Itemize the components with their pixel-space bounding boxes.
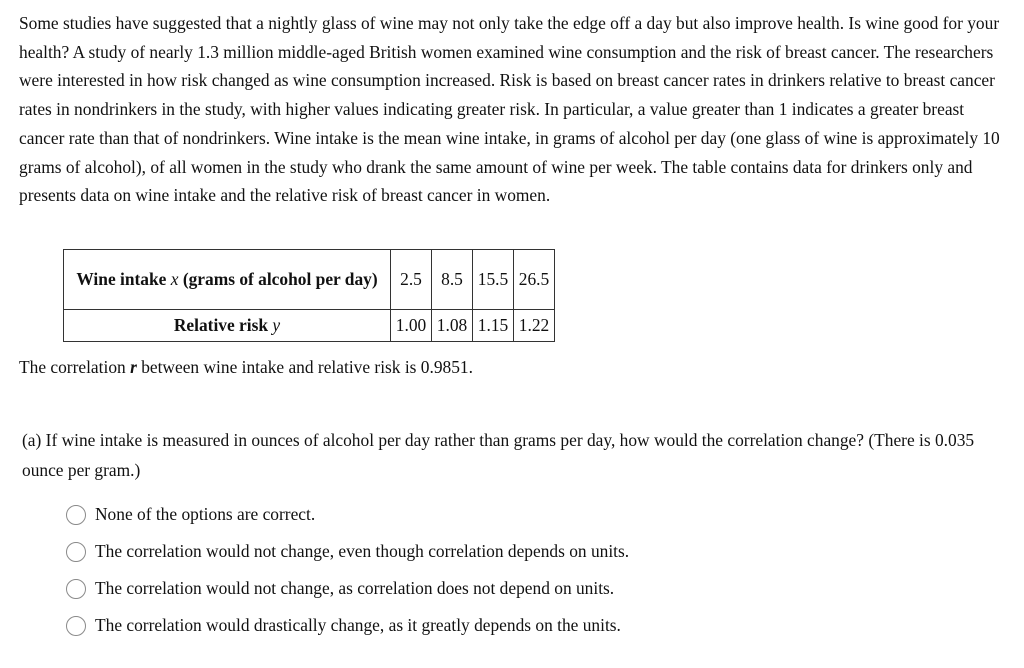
wine-intake-header: Wine intake x (grams of alcohol per day) xyxy=(64,250,391,310)
variable-y: y xyxy=(272,315,281,335)
x-value-cell: 2.5 xyxy=(391,250,432,310)
option-label: The correlation would drastically change, as it greatly depends on the units. xyxy=(95,615,621,635)
y-value-cell: 1.22 xyxy=(514,310,555,342)
answer-option-2[interactable] xyxy=(66,533,629,570)
option-label: The correlation would not change, even though correlation depends on units. xyxy=(95,541,630,561)
radio-button[interactable] xyxy=(66,505,86,525)
x-value-cell: 26.5 xyxy=(514,250,555,310)
answer-options xyxy=(66,496,629,644)
x-value-cell: 15.5 xyxy=(473,250,514,310)
answer-option-3[interactable] xyxy=(66,570,629,607)
variable-r: r xyxy=(130,357,137,377)
question-prompt: (a) If wine intake is measured in ounces of alcohol per day rather than grams per day, how would the correlation change? (There is 0.035 ounce per gram.) xyxy=(22,430,975,480)
relative-risk-header: Relative risk y xyxy=(64,310,391,342)
answer-option-1[interactable] xyxy=(66,496,629,533)
variable-x: x xyxy=(170,269,179,289)
x-value-cell: 8.5 xyxy=(432,250,473,310)
y-value-cell: 1.00 xyxy=(391,310,432,342)
data-table xyxy=(63,249,555,342)
correlation-statement: The correlation r between wine intake and relative risk is 0.9851. xyxy=(19,357,473,377)
y-value-cell: 1.08 xyxy=(432,310,473,342)
option-label: None of the options are correct. xyxy=(95,504,316,524)
radio-button[interactable] xyxy=(66,542,86,562)
radio-button[interactable] xyxy=(66,616,86,636)
option-label: The correlation would not change, as correlation does not depend on units. xyxy=(95,578,615,598)
intro-paragraph: Some studies have suggested that a nightly glass of wine may not only take the edge off a day but also improve health. Is wine good for your health? A study of nearly 1.3 million middle-aged British women examined wine consumption and the risk of breast cancer. The researchers were interested in how risk changed as wine consumption increased. Risk is based on breast cancer rates in drinkers relative to breast cancer rates in nondrinkers in the study, with higher values indicating greater risk. In particular, a value greater than 1 indicates a greater breast cancer rate than that of nondrinkers. Wine intake is the mean wine intake, in grams of alcohol per day (one glass of wine is approximately 10 grams of alcohol), of all women in the study who drank the same amount of wine per week. The table contains data for drinkers only and presents data on wine intake and the relative risk of breast cancer in women. xyxy=(19,13,1000,206)
radio-button[interactable] xyxy=(66,579,86,599)
table-row-wine-intake xyxy=(64,250,555,310)
table-row-relative-risk xyxy=(64,310,555,342)
y-value-cell: 1.15 xyxy=(473,310,514,342)
answer-option-4[interactable] xyxy=(66,607,629,644)
